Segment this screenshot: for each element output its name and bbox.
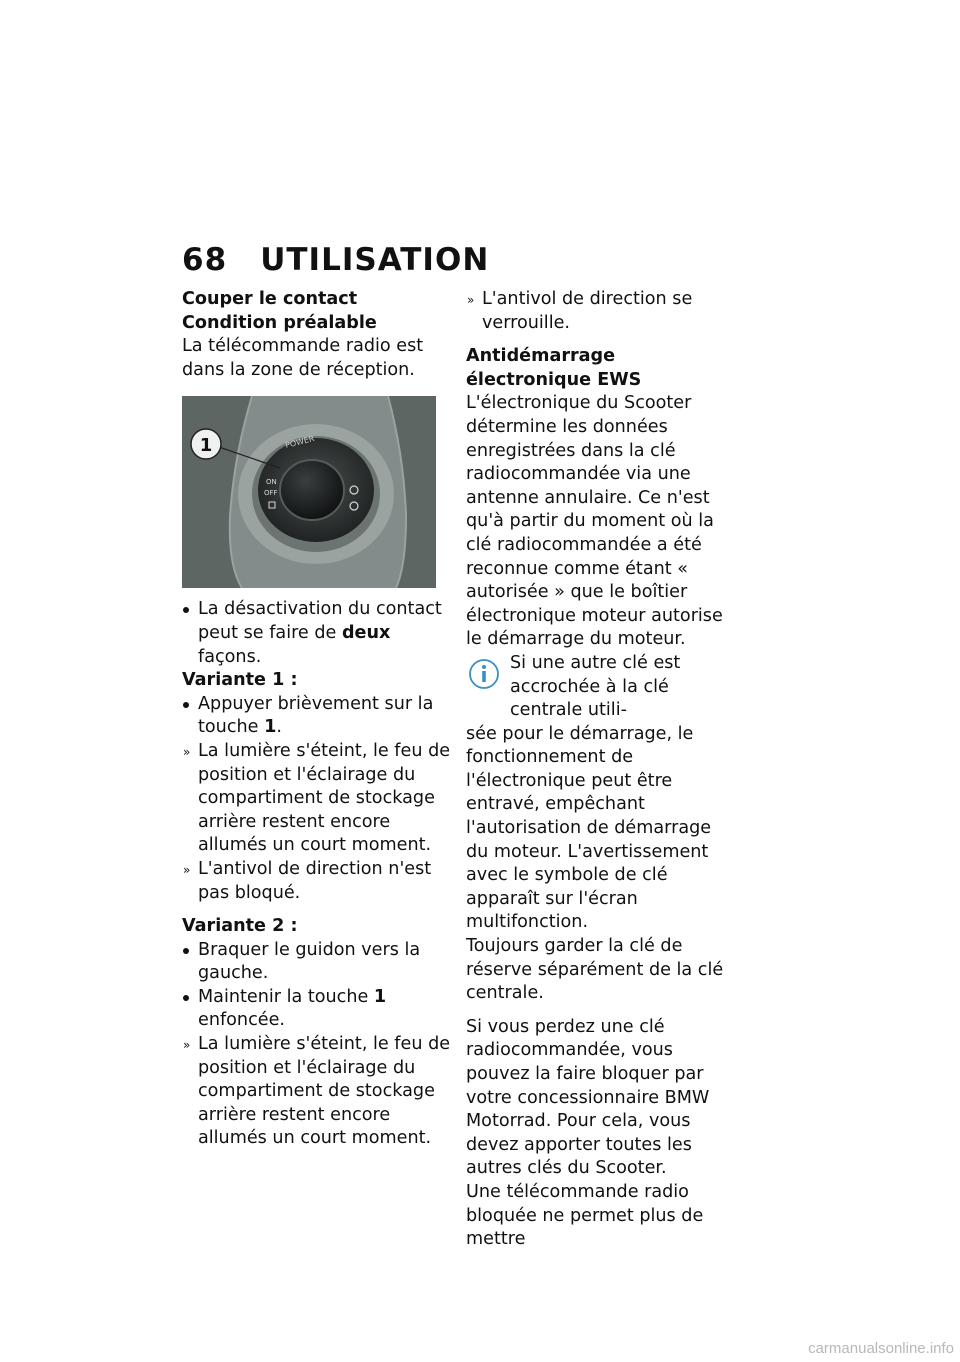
section-heading-switch-off: Couper le contact (182, 289, 358, 309)
on-label: ON (266, 478, 277, 487)
intro-bullet: La désactivation du contact peut se faire de deux façons. (198, 599, 442, 667)
chapter-title: UTILISATION (260, 242, 490, 278)
info-icon (466, 656, 502, 692)
precondition-heading: Condition préalable (182, 312, 377, 333)
off-label: OFF (264, 489, 278, 498)
page-header (182, 240, 489, 280)
variant-1-result-1: » La lumière s'éteint, le feu de position et l'éclairage du compartiment de stockage arrière restent encore allumés un court moment. (183, 740, 451, 856)
variant-2-step-1: Braquer le guidon vers la gauche. (198, 939, 421, 984)
lost-key-text: Si vous perdez une clé radiocommandée, vous pouvez la faire bloquer par votre concessionnaire BMW Motorrad. Pour cela, vous devez apporter toutes les autres clés du Scooter. (466, 1016, 710, 1179)
note-text: sée pour le démarrage, le fonctionnement de l'électronique peut être entravé, empêchant l'autorisation de démarrage du moteur. L'avertissement avec le symbole de clé apparaît sur l'écran multifonction. (466, 723, 712, 933)
variant-1-title: Variante 1 : (182, 670, 298, 691)
ignition-switch-photo (182, 396, 436, 588)
result-arrow-icon: » (183, 862, 191, 877)
result-arrow-icon: » (183, 744, 191, 759)
precondition-text: La télécommande radio est dans la zone de réception. (182, 336, 424, 380)
variant-2-result-continued: » L'antivol de direction se verrouille. (467, 289, 693, 333)
note-indented-text: Si une autre clé est accrochée à la clé centrale utili- (510, 652, 681, 721)
callout-1-label: 1 (199, 435, 213, 457)
left-column (182, 288, 454, 1151)
variant-1-result-2: » L'antivol de direction n'est pas bloqué. (183, 858, 432, 903)
ews-text: L'électronique du Scooter détermine les données enregistrées dans la clé radiocommandée via une antenne annulaire. Ce n'est qu'à partir du moment où la clé radiocommandée a été reconnue comme étant « autorisée » que le boîtier électronique moteur autorise le démarrage du moteur. (466, 393, 723, 650)
variant-2-result: » La lumière s'éteint, le feu de position et l'éclairage du compartiment de stockage arrière restent encore allumés un court moment. (183, 1034, 451, 1149)
ignition-switch-illustration (182, 396, 436, 588)
variant-2-step-2: Maintenir la touche 1 enfoncée. (198, 986, 387, 1031)
right-column (466, 288, 738, 1252)
result-arrow-icon: » (183, 1038, 191, 1053)
ews-heading: Antidémarrage électronique EWS (466, 346, 642, 390)
power-label: POWER (284, 434, 316, 451)
blocked-key-text: Une télécommande radio bloquée ne permet plus de mettre (466, 1181, 704, 1250)
note-advice: Toujours garder la clé de réserve séparément de la clé centrale. (466, 936, 724, 1004)
result-arrow-icon: » (467, 293, 475, 307)
page-number: 68 (182, 242, 228, 278)
watermark: carmanualsonline.info (808, 1340, 954, 1357)
variant-2-title: Variante 2 : (182, 916, 298, 937)
info-note (466, 652, 738, 935)
variant-1-step: Appuyer brièvement sur la touche 1. (198, 693, 434, 738)
